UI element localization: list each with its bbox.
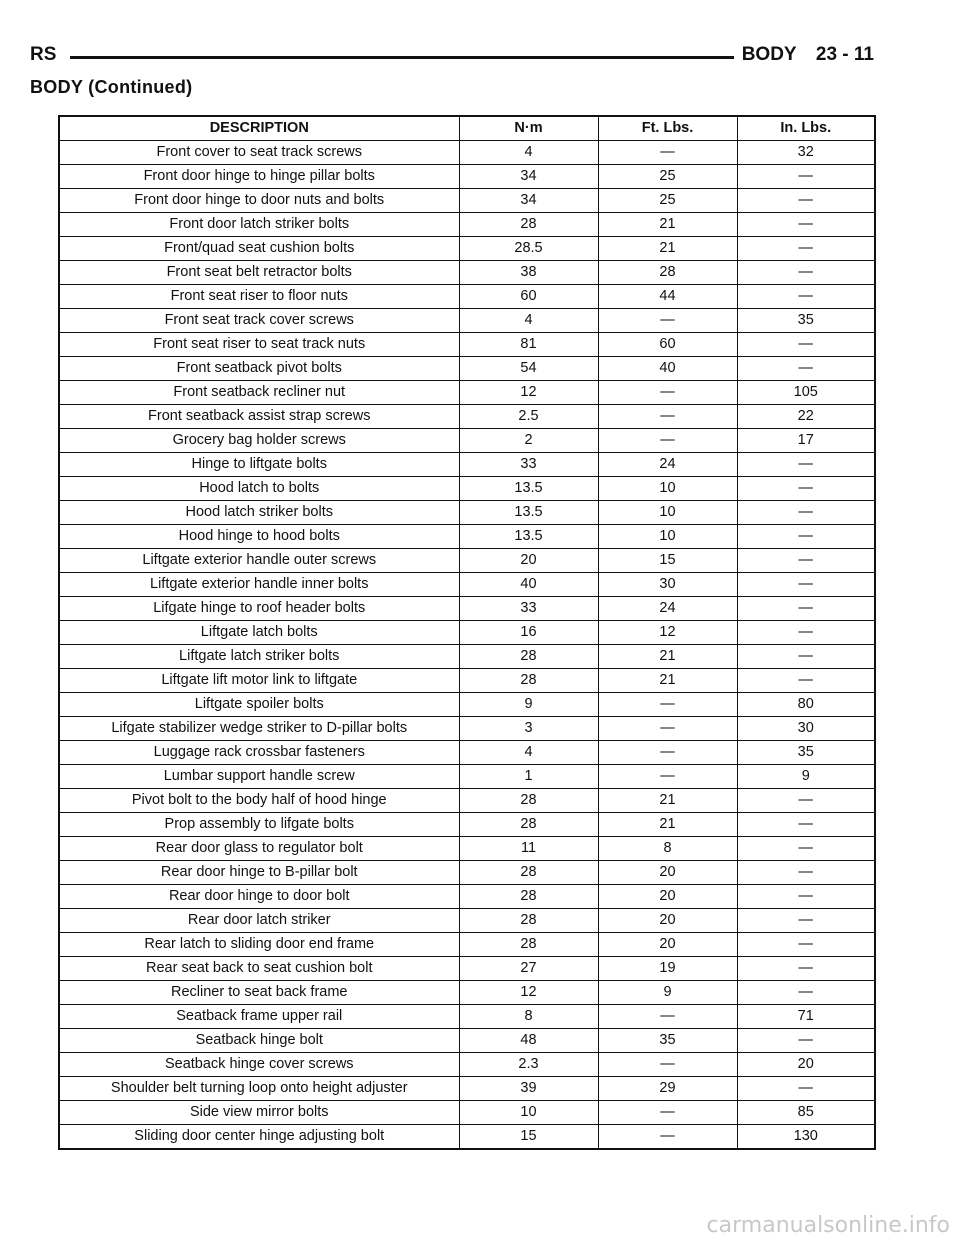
cell-ft-lbs: 12 (598, 621, 737, 645)
header-rule (70, 56, 734, 59)
cell-description: Front seat track cover screws (59, 309, 459, 333)
table-row (59, 1005, 875, 1029)
cell-ft-lbs: 20 (598, 933, 737, 957)
cell-nm: 13.5 (459, 477, 598, 501)
table-row (59, 549, 875, 573)
table-row (59, 765, 875, 789)
cell-in-lbs: — (737, 549, 875, 573)
cell-nm: 12 (459, 981, 598, 1005)
table-row (59, 789, 875, 813)
cell-in-lbs: — (737, 477, 875, 501)
cell-nm: 60 (459, 285, 598, 309)
cell-in-lbs: — (737, 669, 875, 693)
cell-description: Hood hinge to hood bolts (59, 525, 459, 549)
cell-in-lbs: — (737, 1029, 875, 1053)
cell-description: Rear seat back to seat cushion bolt (59, 957, 459, 981)
cell-ft-lbs: 60 (598, 333, 737, 357)
table-row (59, 669, 875, 693)
cell-in-lbs: — (737, 357, 875, 381)
table-row (59, 1077, 875, 1101)
cell-in-lbs: 80 (737, 693, 875, 717)
cell-description: Front door hinge to door nuts and bolts (59, 189, 459, 213)
cell-nm: 4 (459, 309, 598, 333)
cell-ft-lbs: 29 (598, 1077, 737, 1101)
cell-nm: 9 (459, 693, 598, 717)
cell-description: Front seat riser to seat track nuts (59, 333, 459, 357)
table-header-row (59, 116, 875, 141)
table-row (59, 477, 875, 501)
cell-in-lbs: 35 (737, 309, 875, 333)
cell-description: Seatback hinge cover screws (59, 1053, 459, 1077)
cell-nm: 81 (459, 333, 598, 357)
cell-in-lbs: — (737, 285, 875, 309)
cell-nm: 39 (459, 1077, 598, 1101)
header-vehicle-code: RS (30, 44, 57, 65)
cell-in-lbs: — (737, 909, 875, 933)
cell-ft-lbs: 10 (598, 477, 737, 501)
cell-ft-lbs: — (598, 1053, 737, 1077)
cell-nm: 20 (459, 549, 598, 573)
cell-ft-lbs: 8 (598, 837, 737, 861)
cell-ft-lbs: — (598, 381, 737, 405)
cell-nm: 11 (459, 837, 598, 861)
table-body (59, 141, 875, 1150)
cell-ft-lbs: 21 (598, 237, 737, 261)
cell-in-lbs: 30 (737, 717, 875, 741)
table-row (59, 357, 875, 381)
cell-description: Shoulder belt turning loop onto height adjuster (59, 1077, 459, 1101)
cell-in-lbs: — (737, 957, 875, 981)
table-row (59, 837, 875, 861)
cell-ft-lbs: 44 (598, 285, 737, 309)
col-header-nm: N·m (459, 116, 598, 141)
cell-ft-lbs: 21 (598, 789, 737, 813)
cell-description: Lifgate stabilizer wedge striker to D-pillar bolts (59, 717, 459, 741)
table-row (59, 645, 875, 669)
header-page-number: 23 - 11 (815, 44, 874, 65)
cell-in-lbs: — (737, 645, 875, 669)
cell-in-lbs: 105 (737, 381, 875, 405)
header-right (742, 44, 874, 66)
cell-ft-lbs: 25 (598, 189, 737, 213)
cell-ft-lbs: 20 (598, 909, 737, 933)
cell-nm: 28 (459, 669, 598, 693)
cell-in-lbs: — (737, 597, 875, 621)
cell-description: Liftgate spoiler bolts (59, 693, 459, 717)
cell-ft-lbs: — (598, 741, 737, 765)
cell-description: Rear latch to sliding door end frame (59, 933, 459, 957)
cell-ft-lbs: 20 (598, 861, 737, 885)
cell-ft-lbs: 21 (598, 669, 737, 693)
cell-ft-lbs: — (598, 693, 737, 717)
cell-nm: 3 (459, 717, 598, 741)
table-row (59, 525, 875, 549)
cell-nm: 28 (459, 645, 598, 669)
cell-ft-lbs: — (598, 141, 737, 165)
cell-ft-lbs: — (598, 429, 737, 453)
col-header-in-lbs: In. Lbs. (737, 116, 875, 141)
cell-ft-lbs: 24 (598, 597, 737, 621)
cell-description: Liftgate exterior handle inner bolts (59, 573, 459, 597)
table-row (59, 261, 875, 285)
cell-in-lbs: — (737, 261, 875, 285)
table-row (59, 189, 875, 213)
cell-description: Front cover to seat track screws (59, 141, 459, 165)
cell-in-lbs: — (737, 861, 875, 885)
cell-description: Front seatback pivot bolts (59, 357, 459, 381)
table-row (59, 693, 875, 717)
cell-in-lbs: — (737, 933, 875, 957)
cell-ft-lbs: — (598, 309, 737, 333)
cell-nm: 28 (459, 213, 598, 237)
cell-ft-lbs: — (598, 1101, 737, 1125)
cell-description: Recliner to seat back frame (59, 981, 459, 1005)
table-row (59, 861, 875, 885)
cell-description: Lumbar support handle screw (59, 765, 459, 789)
table-row (59, 1125, 875, 1150)
cell-ft-lbs: 10 (598, 525, 737, 549)
cell-nm: 27 (459, 957, 598, 981)
table-row (59, 1029, 875, 1053)
cell-ft-lbs: 24 (598, 453, 737, 477)
cell-ft-lbs: 21 (598, 813, 737, 837)
cell-description: Rear door glass to regulator bolt (59, 837, 459, 861)
cell-ft-lbs: 25 (598, 165, 737, 189)
cell-nm: 33 (459, 597, 598, 621)
cell-in-lbs: — (737, 837, 875, 861)
cell-in-lbs: 17 (737, 429, 875, 453)
cell-nm: 15 (459, 1125, 598, 1150)
cell-nm: 28 (459, 789, 598, 813)
cell-in-lbs: — (737, 501, 875, 525)
table-row (59, 813, 875, 837)
cell-description: Seatback hinge bolt (59, 1029, 459, 1053)
table-row (59, 597, 875, 621)
cell-in-lbs: 130 (737, 1125, 875, 1150)
cell-description: Pivot bolt to the body half of hood hinge (59, 789, 459, 813)
cell-description: Liftgate lift motor link to liftgate (59, 669, 459, 693)
table-row (59, 237, 875, 261)
cell-description: Liftgate latch bolts (59, 621, 459, 645)
cell-nm: 2 (459, 429, 598, 453)
cell-in-lbs: — (737, 789, 875, 813)
cell-in-lbs: — (737, 621, 875, 645)
cell-nm: 54 (459, 357, 598, 381)
cell-nm: 4 (459, 741, 598, 765)
cell-ft-lbs: 10 (598, 501, 737, 525)
cell-nm: 28 (459, 885, 598, 909)
table-row (59, 933, 875, 957)
cell-description: Seatback frame upper rail (59, 1005, 459, 1029)
cell-ft-lbs: 30 (598, 573, 737, 597)
cell-description: Front seatback assist strap screws (59, 405, 459, 429)
cell-nm: 40 (459, 573, 598, 597)
cell-description: Front/quad seat cushion bolts (59, 237, 459, 261)
cell-ft-lbs: 9 (598, 981, 737, 1005)
table-row (59, 741, 875, 765)
cell-in-lbs: 20 (737, 1053, 875, 1077)
cell-nm: 16 (459, 621, 598, 645)
table-row (59, 717, 875, 741)
cell-in-lbs: — (737, 573, 875, 597)
cell-in-lbs: 9 (737, 765, 875, 789)
table-row (59, 309, 875, 333)
table-row (59, 213, 875, 237)
cell-nm: 13.5 (459, 501, 598, 525)
table-row (59, 1101, 875, 1125)
cell-ft-lbs: — (598, 717, 737, 741)
cell-ft-lbs: 21 (598, 213, 737, 237)
cell-nm: 1 (459, 765, 598, 789)
cell-nm: 28.5 (459, 237, 598, 261)
cell-in-lbs: — (737, 885, 875, 909)
table-row (59, 285, 875, 309)
torque-spec-table (58, 115, 876, 1150)
cell-nm: 12 (459, 381, 598, 405)
cell-nm: 34 (459, 189, 598, 213)
table-row (59, 885, 875, 909)
table-row (59, 405, 875, 429)
cell-description: Side view mirror bolts (59, 1101, 459, 1125)
cell-description: Rear door hinge to B-pillar bolt (59, 861, 459, 885)
cell-in-lbs: — (737, 189, 875, 213)
cell-in-lbs: — (737, 165, 875, 189)
table-row (59, 453, 875, 477)
table-row (59, 621, 875, 645)
cell-ft-lbs: 19 (598, 957, 737, 981)
table-row (59, 957, 875, 981)
cell-nm: 34 (459, 165, 598, 189)
cell-in-lbs: — (737, 237, 875, 261)
col-header-ft-lbs: Ft. Lbs. (598, 116, 737, 141)
cell-nm: 28 (459, 909, 598, 933)
col-header-description: DESCRIPTION (59, 116, 459, 141)
cell-ft-lbs: 21 (598, 645, 737, 669)
cell-in-lbs: — (737, 333, 875, 357)
table-row (59, 141, 875, 165)
cell-description: Hinge to liftgate bolts (59, 453, 459, 477)
cell-in-lbs: — (737, 213, 875, 237)
cell-ft-lbs: 35 (598, 1029, 737, 1053)
watermark: carmanualsonline.info (706, 1213, 950, 1238)
cell-description: Lifgate hinge to roof header bolts (59, 597, 459, 621)
cell-description: Hood latch to bolts (59, 477, 459, 501)
cell-ft-lbs: — (598, 405, 737, 429)
cell-nm: 28 (459, 813, 598, 837)
cell-description: Front door latch striker bolts (59, 213, 459, 237)
header-section-title: BODY (741, 44, 797, 65)
table-row (59, 429, 875, 453)
cell-nm: 33 (459, 453, 598, 477)
cell-description: Liftgate exterior handle outer screws (59, 549, 459, 573)
cell-in-lbs: 32 (737, 141, 875, 165)
cell-nm: 2.3 (459, 1053, 598, 1077)
cell-in-lbs: — (737, 525, 875, 549)
cell-ft-lbs: 28 (598, 261, 737, 285)
cell-nm: 28 (459, 861, 598, 885)
cell-in-lbs: — (737, 981, 875, 1005)
cell-ft-lbs: 15 (598, 549, 737, 573)
cell-description: Liftgate latch striker bolts (59, 645, 459, 669)
cell-in-lbs: 71 (737, 1005, 875, 1029)
section-subheading: BODY (Continued) (30, 77, 193, 97)
table-row (59, 165, 875, 189)
cell-in-lbs: 35 (737, 741, 875, 765)
cell-description: Sliding door center hinge adjusting bolt (59, 1125, 459, 1150)
cell-description: Front seat belt retractor bolts (59, 261, 459, 285)
cell-description: Prop assembly to lifgate bolts (59, 813, 459, 837)
cell-nm: 48 (459, 1029, 598, 1053)
cell-nm: 8 (459, 1005, 598, 1029)
cell-ft-lbs: 20 (598, 885, 737, 909)
cell-nm: 10 (459, 1101, 598, 1125)
cell-nm: 28 (459, 933, 598, 957)
cell-in-lbs: — (737, 1077, 875, 1101)
cell-in-lbs: 22 (737, 405, 875, 429)
cell-nm: 38 (459, 261, 598, 285)
cell-ft-lbs: — (598, 1125, 737, 1150)
table-row (59, 381, 875, 405)
cell-description: Hood latch striker bolts (59, 501, 459, 525)
table-row (59, 333, 875, 357)
cell-ft-lbs: — (598, 1005, 737, 1029)
cell-ft-lbs: — (598, 765, 737, 789)
cell-description: Front door hinge to hinge pillar bolts (59, 165, 459, 189)
cell-nm: 4 (459, 141, 598, 165)
cell-in-lbs: — (737, 453, 875, 477)
cell-description: Front seatback recliner nut (59, 381, 459, 405)
table-row (59, 573, 875, 597)
cell-ft-lbs: 40 (598, 357, 737, 381)
cell-nm: 13.5 (459, 525, 598, 549)
cell-description: Rear door latch striker (59, 909, 459, 933)
table-row (59, 981, 875, 1005)
cell-in-lbs: 85 (737, 1101, 875, 1125)
cell-description: Rear door hinge to door bolt (59, 885, 459, 909)
cell-in-lbs: — (737, 813, 875, 837)
cell-description: Grocery bag holder screws (59, 429, 459, 453)
cell-description: Front seat riser to floor nuts (59, 285, 459, 309)
table-row (59, 909, 875, 933)
table-row (59, 501, 875, 525)
table-row (59, 1053, 875, 1077)
cell-nm: 2.5 (459, 405, 598, 429)
cell-description: Luggage rack crossbar fasteners (59, 741, 459, 765)
